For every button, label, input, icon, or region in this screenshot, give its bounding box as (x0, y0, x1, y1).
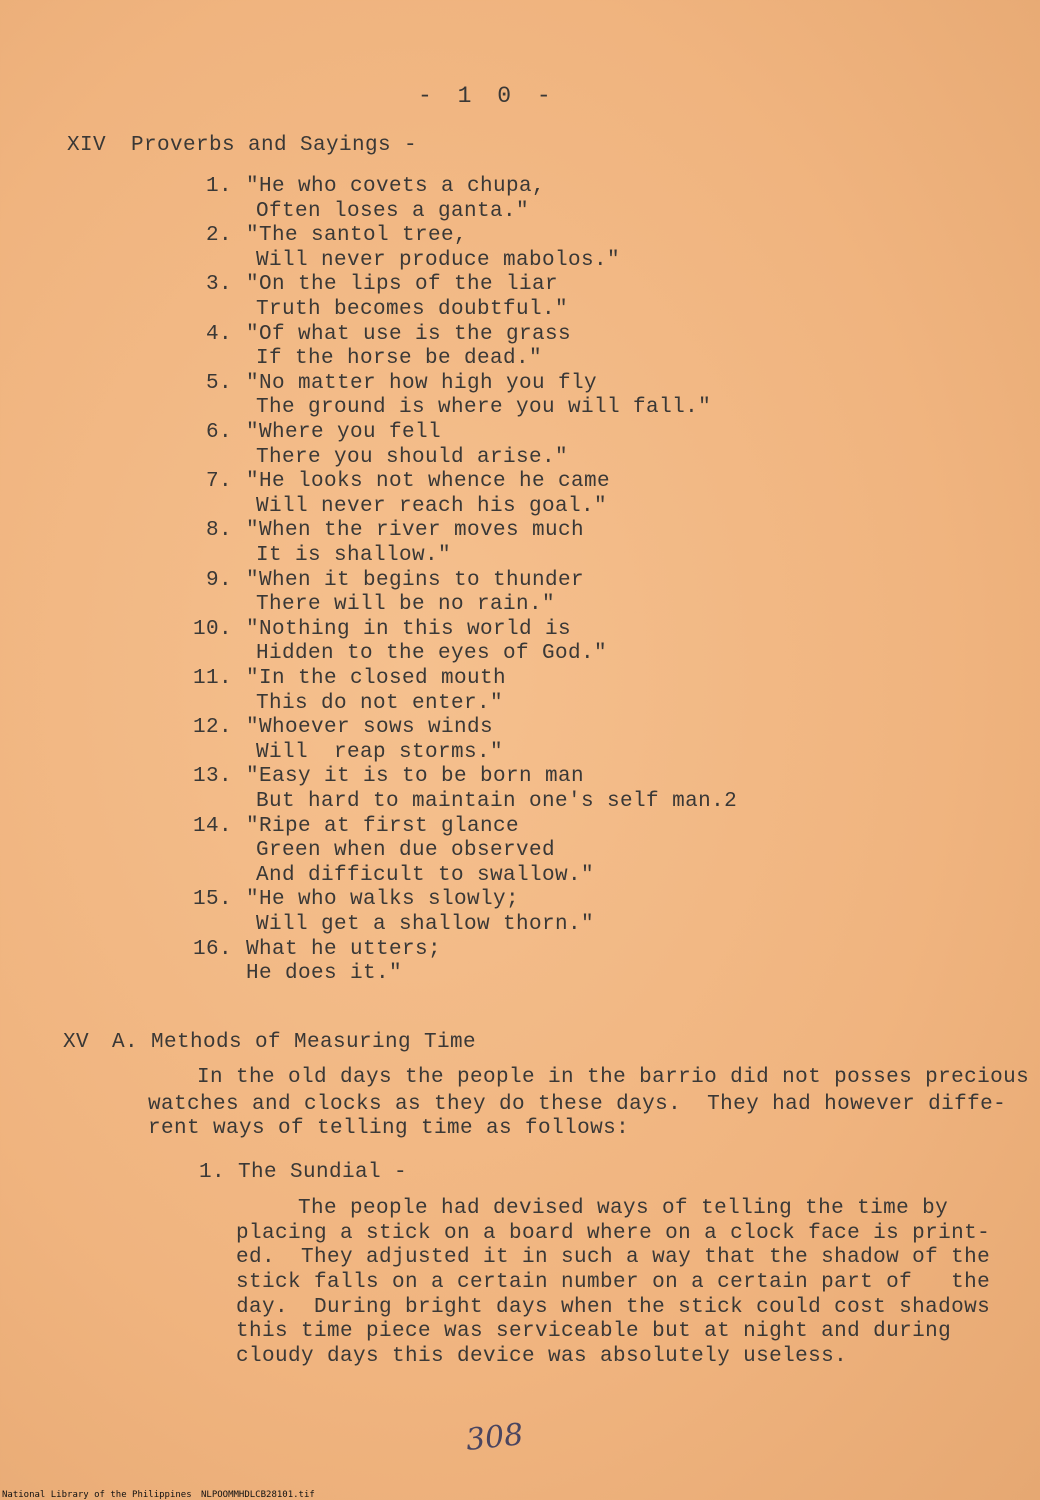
proverb-number: 2. (205, 224, 232, 248)
proverb-number: 5. (205, 371, 232, 395)
proverb-number: 3. (205, 273, 232, 297)
section-14-title: Proverbs and Sayings - (131, 134, 418, 157)
section-15-numeral: XV (63, 1031, 90, 1054)
sundial-line: cloudy days this device was absolutely useless. (236, 1345, 848, 1368)
proverb-number: 13. (192, 765, 232, 789)
section-15-title: A. Methods of Measuring Time (112, 1031, 477, 1054)
proverb-number: 16. (192, 937, 232, 961)
proverb-line: There you should arise." (256, 445, 569, 469)
proverb-line: If the horse be dead." (256, 347, 543, 371)
proverb-number: 1. (205, 175, 232, 198)
proverb-line: "Nothing in this world is (246, 617, 572, 641)
proverb-number: 11. (192, 667, 232, 690)
proverb-line: Often loses a ganta." (256, 199, 530, 223)
proverb-line: "Ripe at first glance (246, 814, 520, 838)
intro-line: In the old days the people in the barrio did not posses precious (197, 1066, 1030, 1089)
proverb-line: Hidden to the eyes of God." (256, 642, 608, 666)
intro-line: watches and clocks as they do these days. They had however diffe- (148, 1093, 1007, 1116)
proverb-line: "He looks not whence he came (246, 470, 611, 494)
proverb-number: 14. (192, 814, 232, 838)
proverb-line: "Whoever sows winds (246, 716, 494, 740)
proverb-line: "The santol tree, (246, 224, 468, 248)
proverb-line: "When it begins to thunder (246, 568, 585, 592)
footer-filename: NLPOOMMHDLCB28101.tif (201, 1490, 315, 1500)
proverb-line: But hard to maintain one's self man.2 (256, 790, 738, 813)
sundial-line: stick falls on a certain number on a certain part of the (236, 1271, 991, 1294)
proverb-number: 6. (205, 421, 232, 444)
proverb-number: 12. (192, 716, 232, 740)
proverb-number: 9. (205, 568, 232, 592)
proverb-line: Green when due observed (256, 839, 556, 863)
proverb-line: There will be no rain." (256, 593, 556, 617)
proverb-line: "Where you fell (246, 421, 442, 444)
handwritten-page-number: 308 (464, 1417, 525, 1458)
proverb-line: And difficult to swallow." (256, 863, 595, 887)
sundial-line: day. During bright days when the stick could cost shadows (236, 1296, 991, 1319)
proverb-line: Will never reach his goal." (256, 494, 608, 518)
proverb-number: 4. (205, 322, 232, 346)
proverb-line: "Easy it is to be born man (246, 765, 585, 789)
sundial-line: this time piece was serviceable but at night and during (236, 1320, 952, 1343)
proverb-line: Will reap storms." (256, 740, 504, 764)
proverb-line: "When the river moves much (246, 519, 585, 543)
proverb-line: Will get a shallow thorn." (256, 913, 595, 936)
sundial-line: placing a stick on a board where on a clock face is print- (236, 1222, 991, 1245)
proverb-number: 10. (192, 617, 232, 641)
sundial-line: ed. They adjusted it in such a way that the shadow of the (236, 1246, 991, 1269)
section-14-numeral: XIV (67, 134, 107, 157)
footer-library: National Library of the Philippines (2, 1490, 192, 1500)
proverb-line: "On the lips of the liar (246, 273, 559, 297)
proverb-line: "In the closed mouth (246, 667, 507, 690)
proverb-line: "He who covets a chupa, (246, 175, 546, 198)
proverb-line: What he utters; (246, 937, 442, 961)
sundial-subheading: 1. The Sundial - (199, 1161, 408, 1184)
proverb-line: It is shallow." (256, 544, 452, 567)
proverb-number: 8. (205, 519, 232, 543)
proverb-line: "No matter how high you fly (246, 371, 598, 395)
proverb-line: Truth becomes doubtful." (256, 298, 569, 321)
proverb-line: "Of what use is the grass (246, 322, 572, 346)
sundial-line: The people had devised ways of telling the time by (298, 1197, 949, 1220)
proverb-line: "He who walks slowly; (246, 888, 520, 912)
proverb-number: 15. (192, 888, 232, 912)
proverb-line: This do not enter." (256, 691, 504, 715)
page-number: - 1 0 - (418, 83, 557, 109)
proverb-line: Will never produce mabolos." (256, 248, 621, 272)
proverb-line: He does it." (246, 962, 403, 986)
proverb-line: The ground is where you will fall." (256, 396, 712, 420)
proverb-number: 7. (205, 470, 232, 494)
intro-line: rent ways of telling time as follows: (148, 1117, 630, 1140)
